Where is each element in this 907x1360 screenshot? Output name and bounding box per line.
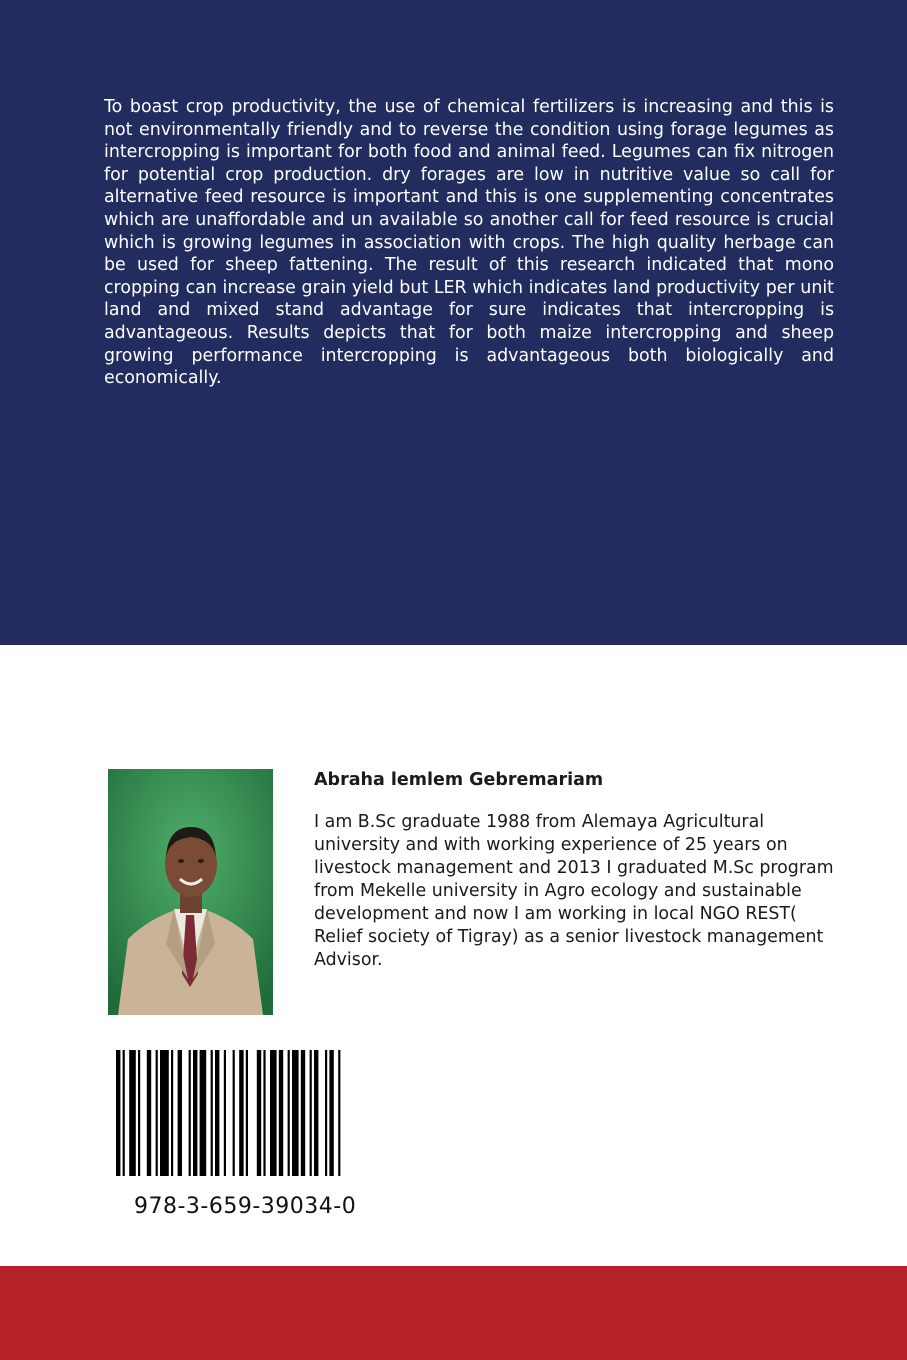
barcode-bar xyxy=(279,1050,283,1176)
barcode-bar xyxy=(189,1050,191,1176)
barcode-bar xyxy=(147,1050,151,1176)
author-portrait-image xyxy=(108,769,273,1015)
barcode-bar xyxy=(138,1050,140,1176)
barcode-bar xyxy=(288,1050,290,1176)
author-name: Abraha lemlem Gebremariam xyxy=(314,770,604,790)
isbn-number: 978-3-659-39034-0 xyxy=(134,1194,357,1219)
barcode-bar xyxy=(211,1050,213,1176)
barcode-bar xyxy=(233,1050,235,1176)
barcode-bar xyxy=(329,1050,333,1176)
book-description: To boast crop productivity, the use of chemical fertilizers is increasing and this is not environmentally friendly and to reverse the condition using forage legumes as intercropping is important for both food and animal feed. Legumes can fix nitrogen for potential crop production. dry forages are low in nutritive value so call for alternative feed resource is important and this is one supplementing concentrates which are unaffordable and un available so another call for feed resource is crucial which is growing legumes in association with crops. The high quality herbage can be used for sheep fattening. The result of this research indicated that mono cropping can increase grain yield but LER which indicates land productivity per unit land and mixed stand advantage for sure indicates that intercropping is advantageous. Results depicts that for both maize intercropping and sheep growing performance intercropping is advantageous both biologically and economically. xyxy=(104,97,834,389)
isbn-barcode xyxy=(116,1050,384,1176)
barcode-bar xyxy=(116,1050,120,1176)
author-bio: I am B.Sc graduate 1988 from Alemaya Agricultural university and with working experience of 25 years on livestock management and 2013 I graduated M.Sc program from Mekelle university in Agro ecology and sustainable development and now I am working in local NGO REST( Relief society of Tigray) as a senior livestock management Advisor. xyxy=(314,812,834,970)
barcode-bar xyxy=(292,1050,299,1176)
barcode-bar xyxy=(200,1050,207,1176)
author-photo xyxy=(108,769,273,1015)
barcode-bar xyxy=(224,1050,226,1176)
back-cover-blurb-panel xyxy=(0,0,907,645)
barcode-bar xyxy=(178,1050,182,1176)
barcode-bar xyxy=(123,1050,125,1176)
barcode-bar xyxy=(239,1050,243,1176)
barcode-bar xyxy=(314,1050,318,1176)
barcode-bar xyxy=(156,1050,158,1176)
bottom-color-band xyxy=(0,1266,907,1360)
barcode-bar xyxy=(215,1050,219,1176)
barcode-bar xyxy=(160,1050,169,1176)
barcode-bar xyxy=(270,1050,277,1176)
barcode-bar xyxy=(257,1050,261,1176)
barcode-bar xyxy=(129,1050,136,1176)
barcode-bar xyxy=(246,1050,248,1176)
barcode-bar xyxy=(263,1050,265,1176)
barcode-bar xyxy=(171,1050,173,1176)
barcode-bar xyxy=(301,1050,305,1176)
barcode-bar xyxy=(310,1050,312,1176)
barcode-bar xyxy=(325,1050,327,1176)
barcode-bar xyxy=(193,1050,197,1176)
barcode-bars xyxy=(116,1050,384,1176)
barcode-bar xyxy=(338,1050,340,1176)
